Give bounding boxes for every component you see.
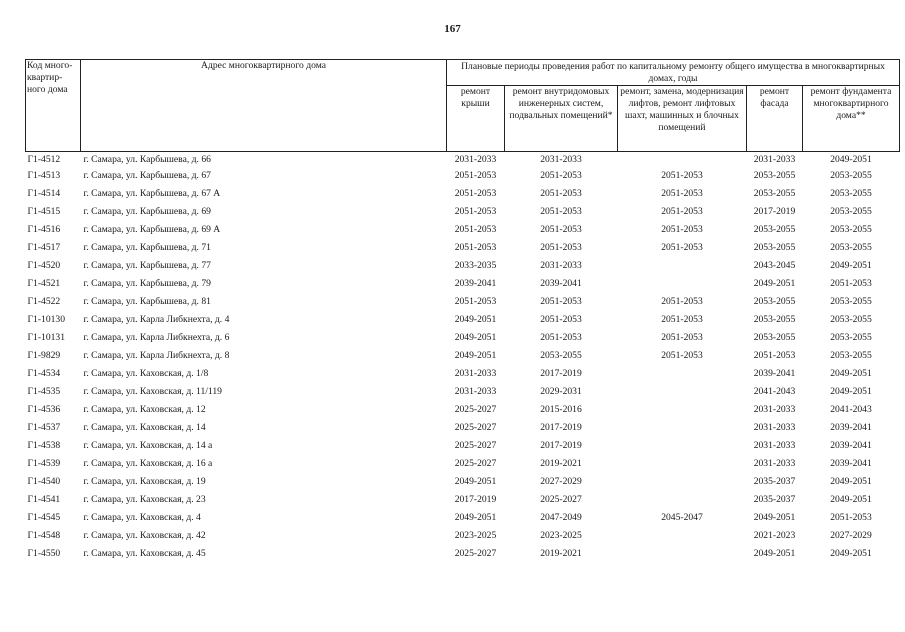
address-cell: г. Самара, ул. Каховская, д. 16 а xyxy=(83,458,213,469)
roof-period-cell: 2049-2051 xyxy=(454,476,497,487)
address-cell: г. Самара, ул. Карбышева, д. 69 xyxy=(83,206,211,217)
table-row xyxy=(26,455,900,473)
address-cell: г. Самара, ул. Каховская, д. 19 xyxy=(83,476,206,487)
table-row xyxy=(26,527,900,545)
roof-period-cell: 2051-2053 xyxy=(454,242,497,253)
engineering-period-cell: 2047-2049 xyxy=(540,512,582,523)
facade-period-cell: 2049-2051 xyxy=(753,548,796,559)
foundation-period-cell: 2041-2043 xyxy=(830,404,872,415)
table-row xyxy=(26,293,900,311)
house-code-cell: Г1-10131 xyxy=(27,332,66,343)
facade-period-cell: 2041-2043 xyxy=(753,386,796,397)
roof-period-cell: 2025-2027 xyxy=(454,422,497,433)
header-foundation: ремонт фундамента многоквартирного дома** xyxy=(803,86,900,152)
elevators-period-cell xyxy=(618,473,747,491)
facade-period-cell: 2031-2033 xyxy=(753,422,796,433)
elevators-period-cell xyxy=(618,275,747,293)
house-code-cell: Г1-10130 xyxy=(27,314,66,325)
address-cell: г. Самара, ул. Карбышева, д. 69 А xyxy=(83,224,221,235)
table-row xyxy=(26,203,900,221)
table-row xyxy=(26,329,900,347)
elevators-period-cell: 2051-2053 xyxy=(661,206,703,217)
engineering-period-cell: 2051-2053 xyxy=(540,242,582,253)
roof-period-cell: 2025-2027 xyxy=(454,440,497,451)
house-code-cell: Г1-4513 xyxy=(27,170,61,181)
roof-period-cell: 2049-2051 xyxy=(454,350,497,361)
table-row xyxy=(26,437,900,455)
elevators-period-cell xyxy=(618,437,747,455)
table-row xyxy=(26,401,900,419)
table-row xyxy=(26,365,900,383)
engineering-period-cell: 2017-2019 xyxy=(540,422,582,433)
elevators-period-cell: 2051-2053 xyxy=(661,242,703,253)
foundation-period-cell: 2027-2029 xyxy=(830,530,872,541)
roof-period-cell: 2031-2033 xyxy=(454,368,497,379)
foundation-period-cell: 2051-2053 xyxy=(830,278,872,289)
engineering-period-cell: 2053-2055 xyxy=(540,350,582,361)
house-code-cell: Г1-4534 xyxy=(27,368,61,379)
address-cell: г. Самара, ул. Карбышева, д. 79 xyxy=(83,278,211,289)
table-row xyxy=(26,311,900,329)
elevators-period-cell: 2051-2053 xyxy=(661,350,703,361)
address-cell: г. Самара, ул. Каховская, д. 1/8 xyxy=(83,368,209,379)
header-facade: ремонт фасада xyxy=(747,86,803,152)
table-row xyxy=(26,509,900,527)
address-cell: г. Самара, ул. Каховская, д. 23 xyxy=(83,494,206,505)
house-code-cell: Г1-4512 xyxy=(27,154,61,165)
foundation-period-cell: 2049-2051 xyxy=(830,476,872,487)
house-code-cell: Г1-4539 xyxy=(27,458,61,469)
elevators-period-cell: 2051-2053 xyxy=(661,332,703,343)
house-code-cell: Г1-4545 xyxy=(27,512,61,523)
table-row xyxy=(26,491,900,509)
table-row xyxy=(26,239,900,257)
elevators-period-cell xyxy=(618,527,747,545)
address-cell: г. Самара, ул. Карбышева, д. 67 xyxy=(83,170,211,181)
foundation-period-cell: 2053-2055 xyxy=(830,206,872,217)
address-cell: г. Самара, ул. Каховская, д. 4 xyxy=(83,512,201,523)
engineering-period-cell: 2023-2025 xyxy=(540,530,582,541)
house-code-cell: Г1-4535 xyxy=(27,386,61,397)
facade-period-cell: 2043-2045 xyxy=(753,260,796,271)
foundation-period-cell: 2049-2051 xyxy=(830,368,872,379)
header-roof: ремонт крыши xyxy=(447,86,505,152)
facade-period-cell: 2035-2037 xyxy=(753,476,796,487)
address-cell: г. Самара, ул. Каховская, д. 42 xyxy=(83,530,206,541)
house-code-cell: Г1-4516 xyxy=(27,224,61,235)
elevators-period-cell xyxy=(618,152,747,168)
address-cell: г. Самара, ул. Каховская, д. 11/119 xyxy=(83,386,222,397)
address-cell: г. Самара, ул. Каховская, д. 45 xyxy=(83,548,206,559)
elevators-period-cell: 2051-2053 xyxy=(661,170,703,181)
address-cell: г. Самара, ул. Карла Либкнехта, д. 6 xyxy=(83,332,230,343)
foundation-period-cell: 2053-2055 xyxy=(830,242,872,253)
foundation-period-cell: 2053-2055 xyxy=(830,170,872,181)
facade-period-cell: 2053-2055 xyxy=(753,296,796,307)
facade-period-cell: 2049-2051 xyxy=(753,278,796,289)
facade-period-cell: 2031-2033 xyxy=(753,154,796,165)
roof-period-cell: 2051-2053 xyxy=(454,188,497,199)
engineering-period-cell: 2039-2041 xyxy=(540,278,582,289)
header-elevators: ремонт, замена, модернизация лифтов, ремонт лифтовых шахт, машинных и блочных помещений xyxy=(618,86,747,152)
elevators-period-cell xyxy=(618,491,747,509)
facade-period-cell: 2031-2033 xyxy=(753,404,796,415)
facade-period-cell: 2035-2037 xyxy=(753,494,796,505)
header-code: Код много-квартир-ного дома xyxy=(26,60,81,152)
engineering-period-cell: 2019-2021 xyxy=(540,548,582,559)
foundation-period-cell: 2053-2055 xyxy=(830,332,872,343)
roof-period-cell: 2025-2027 xyxy=(454,548,497,559)
house-code-cell: Г1-4537 xyxy=(27,422,61,433)
roof-period-cell: 2025-2027 xyxy=(454,404,497,415)
engineering-period-cell: 2031-2033 xyxy=(540,260,582,271)
roof-period-cell: 2051-2053 xyxy=(454,296,497,307)
table-row xyxy=(26,383,900,401)
facade-period-cell: 2053-2055 xyxy=(753,188,796,199)
engineering-period-cell: 2025-2027 xyxy=(540,494,582,505)
roof-period-cell: 2049-2051 xyxy=(454,314,497,325)
engineering-period-cell: 2051-2053 xyxy=(540,170,582,181)
house-code-cell: Г1-9829 xyxy=(27,350,61,361)
roof-period-cell: 2051-2053 xyxy=(454,206,497,217)
address-cell: г. Самара, ул. Карла Либкнехта, д. 4 xyxy=(83,314,230,325)
house-code-cell: Г1-4515 xyxy=(27,206,61,217)
roof-period-cell: 2031-2033 xyxy=(454,386,497,397)
address-cell: г. Самара, ул. Карбышева, д. 71 xyxy=(83,242,211,253)
roof-period-cell: 2051-2053 xyxy=(454,224,497,235)
house-code-cell: Г1-4540 xyxy=(27,476,61,487)
house-code-cell: Г1-4520 xyxy=(27,260,61,271)
engineering-period-cell: 2051-2053 xyxy=(540,314,582,325)
elevators-period-cell: 2051-2053 xyxy=(661,224,703,235)
foundation-period-cell: 2049-2051 xyxy=(830,494,872,505)
address-cell: г. Самара, ул. Карла Либкнехта, д. 8 xyxy=(83,350,230,361)
elevators-period-cell xyxy=(618,257,747,275)
table-row xyxy=(26,221,900,239)
page-number: 167 xyxy=(444,23,461,35)
foundation-period-cell: 2049-2051 xyxy=(830,260,872,271)
table-row xyxy=(26,275,900,293)
elevators-period-cell xyxy=(618,401,747,419)
roof-period-cell: 2031-2033 xyxy=(454,154,497,165)
engineering-period-cell: 2017-2019 xyxy=(540,440,582,451)
facade-period-cell: 2049-2051 xyxy=(753,512,796,523)
roof-period-cell: 2051-2053 xyxy=(454,170,497,181)
elevators-period-cell xyxy=(618,455,747,473)
facade-period-cell: 2053-2055 xyxy=(753,170,796,181)
address-cell: г. Самара, ул. Карбышева, д. 81 xyxy=(83,296,211,307)
table-body xyxy=(26,152,900,564)
table-row xyxy=(26,419,900,437)
roof-period-cell: 2017-2019 xyxy=(454,494,497,505)
engineering-period-cell: 2031-2033 xyxy=(540,154,582,165)
facade-period-cell: 2051-2053 xyxy=(753,350,796,361)
foundation-period-cell: 2053-2055 xyxy=(830,314,872,325)
foundation-period-cell: 2039-2041 xyxy=(830,458,872,469)
address-cell: г. Самара, ул. Карбышева, д. 67 А xyxy=(83,188,221,199)
elevators-period-cell: 2051-2053 xyxy=(661,296,703,307)
header-planned-periods: Плановые периоды проведения работ по капитальному ремонту общего имущества в многоквартирных домах, годы xyxy=(447,60,900,86)
address-cell: г. Самара, ул. Каховская, д. 14 xyxy=(83,422,206,433)
elevators-period-cell xyxy=(618,419,747,437)
foundation-period-cell: 2053-2055 xyxy=(830,188,872,199)
house-code-cell: Г1-4521 xyxy=(27,278,61,289)
facade-period-cell: 2053-2055 xyxy=(753,242,796,253)
table-row xyxy=(26,347,900,365)
foundation-period-cell: 2039-2041 xyxy=(830,422,872,433)
header-engineering: ремонт внутридомовых инженерных систем, подвальных помещений* xyxy=(505,86,618,152)
facade-period-cell: 2031-2033 xyxy=(753,440,796,451)
foundation-period-cell: 2049-2051 xyxy=(830,154,872,165)
engineering-period-cell: 2015-2016 xyxy=(540,404,582,415)
roof-period-cell: 2049-2051 xyxy=(454,332,497,343)
table-row xyxy=(26,545,900,563)
house-code-cell: Г1-4538 xyxy=(27,440,61,451)
elevators-period-cell xyxy=(618,383,747,401)
roof-period-cell: 2023-2025 xyxy=(454,530,497,541)
engineering-period-cell: 2051-2053 xyxy=(540,332,582,343)
engineering-period-cell: 2051-2053 xyxy=(540,188,582,199)
header-address: Адрес многоквартирного дома xyxy=(81,60,447,152)
foundation-period-cell: 2053-2055 xyxy=(830,296,872,307)
engineering-period-cell: 2051-2053 xyxy=(540,224,582,235)
table-row xyxy=(26,473,900,491)
roof-period-cell: 2025-2027 xyxy=(454,458,497,469)
address-cell: г. Самара, ул. Карбышева, д. 77 xyxy=(83,260,211,271)
elevators-period-cell: 2045-2047 xyxy=(661,512,703,523)
facade-period-cell: 2031-2033 xyxy=(753,458,796,469)
engineering-period-cell: 2029-2031 xyxy=(540,386,582,397)
engineering-period-cell: 2051-2053 xyxy=(540,206,582,217)
address-cell: г. Самара, ул. Карбышева, д. 66 xyxy=(83,154,211,165)
house-code-cell: Г1-4522 xyxy=(27,296,61,307)
roof-period-cell: 2033-2035 xyxy=(454,260,497,271)
house-code-cell: Г1-4550 xyxy=(27,548,61,559)
engineering-period-cell: 2017-2019 xyxy=(540,368,582,379)
roof-period-cell: 2049-2051 xyxy=(454,512,497,523)
table-row xyxy=(26,257,900,275)
repair-schedule-table xyxy=(25,59,900,563)
roof-period-cell: 2039-2041 xyxy=(454,278,497,289)
house-code-cell: Г1-4514 xyxy=(27,188,61,199)
foundation-period-cell: 2039-2041 xyxy=(830,440,872,451)
address-cell: г. Самара, ул. Каховская, д. 14 а xyxy=(83,440,213,451)
facade-period-cell: 2053-2055 xyxy=(753,314,796,325)
table-row xyxy=(26,152,900,168)
engineering-period-cell: 2051-2053 xyxy=(540,296,582,307)
engineering-period-cell: 2027-2029 xyxy=(540,476,582,487)
facade-period-cell: 2053-2055 xyxy=(753,332,796,343)
facade-period-cell: 2053-2055 xyxy=(753,224,796,235)
elevators-period-cell: 2051-2053 xyxy=(661,314,703,325)
address-cell: г. Самара, ул. Каховская, д. 12 xyxy=(83,404,206,415)
foundation-period-cell: 2053-2055 xyxy=(830,350,872,361)
foundation-period-cell: 2049-2051 xyxy=(830,548,872,559)
house-code-cell: Г1-4548 xyxy=(27,530,61,541)
facade-period-cell: 2021-2023 xyxy=(753,530,796,541)
engineering-period-cell: 2019-2021 xyxy=(540,458,582,469)
table-row xyxy=(26,185,900,203)
house-code-cell: Г1-4541 xyxy=(27,494,61,505)
foundation-period-cell: 2053-2055 xyxy=(830,224,872,235)
elevators-period-cell xyxy=(618,365,747,383)
facade-period-cell: 2017-2019 xyxy=(753,206,796,217)
table-row xyxy=(26,167,900,185)
house-code-cell: Г1-4517 xyxy=(27,242,61,253)
elevators-period-cell: 2051-2053 xyxy=(661,188,703,199)
foundation-period-cell: 2049-2051 xyxy=(830,386,872,397)
foundation-period-cell: 2051-2053 xyxy=(830,512,872,523)
elevators-period-cell xyxy=(618,545,747,563)
house-code-cell: Г1-4536 xyxy=(27,404,61,415)
facade-period-cell: 2039-2041 xyxy=(753,368,796,379)
